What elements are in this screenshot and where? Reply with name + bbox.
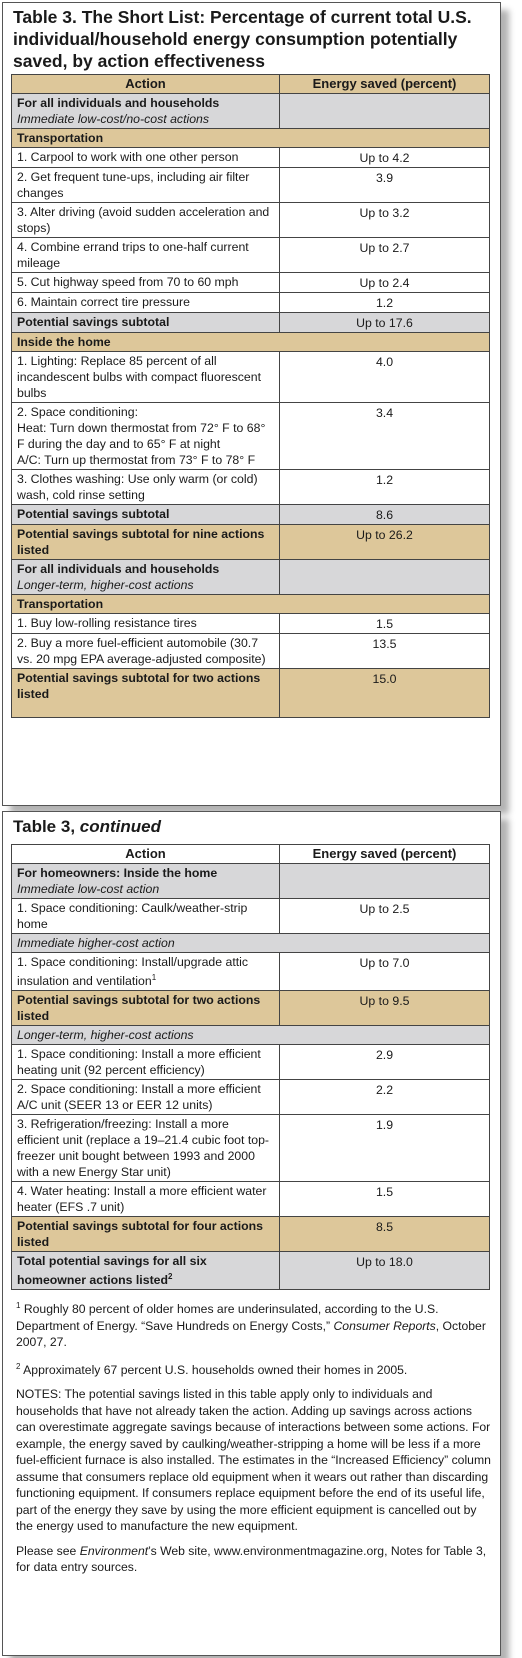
subtotal-label: Potential savings subtotal <box>12 313 280 333</box>
footnote-marker: 1 <box>151 973 157 982</box>
action-cell: 2. Get frequent tune-ups, including air filter changes <box>12 168 280 203</box>
action-cell: 6. Maintain correct tire pressure <box>12 293 280 313</box>
action-line: A/C: Turn up thermostat from 73° F to 78° F <box>17 453 256 467</box>
action-cell <box>12 953 280 991</box>
notes-paragraph: NOTES: The potential savings listed in this table apply only to individuals and households that have not already taken the action. Adding up savings across actions can overestimate aggregate savings because of interactions between some actions. For example, the energy saved by caulking/weather-stripping a home will be less if a more fuel-efficient furnace is also installed. The estimates in the “Increased Efficiency” column assume that consumers replace old equipment when it wears out rather than discarding functioning equipment. If consumers replace equipment before the end of its useful life, part of the energy they save by using the more efficient equipment is cancelled out by the energy used to manufacture the new equipment. <box>16 1387 491 1534</box>
value-cell: 13.5 <box>280 634 490 669</box>
table-row <box>12 293 490 313</box>
subtotal-label: Potential savings subtotal for two actions listed <box>12 991 280 1026</box>
section-longer-term: Longer-term, higher-cost actions <box>12 1026 490 1045</box>
action-cell: 2. Buy a more fuel-efficient automobile (30.7 vs. 20 mpg EPA average-adjusted composite) <box>12 634 280 669</box>
subtotal-value: Up to 26.2 <box>280 525 490 560</box>
action-text: 1. Space conditioning: Install/upgrade attic insulation and ventilation <box>17 955 249 989</box>
action-cell: 5. Cut highway speed from 70 to 60 mph <box>12 273 280 293</box>
table-row <box>12 273 490 293</box>
subtotal-value: 15.0 <box>280 669 490 718</box>
action-cell: 1. Space conditioning: Install a more efficient heating unit (92 percent efficiency) <box>12 1045 280 1080</box>
value-cell: Up to 3.2 <box>280 203 490 238</box>
total-label-text: Total potential savings for all six homeowner actions listed <box>17 1254 207 1288</box>
table-panel-2 <box>2 811 501 1656</box>
group-subtitle: Longer-term, higher-cost actions <box>17 578 194 592</box>
savings-table-2 <box>11 844 490 1290</box>
subtotal-row <box>12 505 490 525</box>
value-cell: Up to 2.5 <box>280 899 490 934</box>
footnote-marker: 2 <box>16 1361 21 1371</box>
group-title: For all individuals and households <box>17 562 220 576</box>
table-row <box>12 953 490 991</box>
group-title: For all individuals and households <box>17 96 220 110</box>
action-line: 2. Space conditioning: <box>17 405 139 419</box>
section-header <box>12 934 490 953</box>
footnote-marker: 1 <box>16 1301 21 1311</box>
footnote-source-title: Consumer Reports <box>333 1318 436 1333</box>
action-cell: 2. Space conditioning: Install a more efficient A/C unit (SEER 13 or EER 12 units) <box>12 1080 280 1115</box>
value-cell: 1.2 <box>280 293 490 313</box>
section-inside-home: Inside the home <box>12 333 490 352</box>
table-row <box>12 1182 490 1217</box>
subtotal-value: 8.5 <box>280 1217 490 1252</box>
col-energy-header: Energy saved (percent) <box>280 845 490 864</box>
section-transportation: Transportation <box>12 595 490 614</box>
table-row <box>12 1115 490 1182</box>
action-cell: 1. Buy low-rolling resistance tires <box>12 614 280 634</box>
table-panel-1 <box>2 2 501 806</box>
subtotal-label: Potential savings subtotal for four actions listed <box>12 1217 280 1252</box>
subtotal-label: Potential savings subtotal <box>12 505 280 525</box>
action-cell <box>12 403 280 470</box>
action-cell: 1. Space conditioning: Caulk/weather-strip home <box>12 899 280 934</box>
section-transportation: Transportation <box>12 129 490 148</box>
table-row <box>12 148 490 168</box>
value-cell: 2.2 <box>280 1080 490 1115</box>
total-label <box>12 1252 280 1290</box>
value-cell: 2.9 <box>280 1045 490 1080</box>
action-cell: 3. Refrigeration/freezing: Install a more efficient unit (replace a 19–21.4 cubic foot top-freezer unit bought between 1993 and 2000 with a new Energy Star unit) <box>12 1115 280 1182</box>
action-cell: 3. Clothes washing: Use only warm (or cold) wash, cold rinse setting <box>12 470 280 505</box>
subtotal-row <box>12 313 490 333</box>
table-row <box>12 203 490 238</box>
total-row <box>12 1252 490 1290</box>
col-action-header: Action <box>12 75 280 94</box>
value-cell: 1.5 <box>280 614 490 634</box>
total-value: Up to 18.0 <box>280 1252 490 1290</box>
title-italic: continued <box>79 817 161 836</box>
action-cell: 4. Combine errand trips to one-half current mileage <box>12 238 280 273</box>
footnote-marker: 2 <box>168 1272 173 1282</box>
action-line: Heat: Turn down thermostat from 72° F to 68° F during the day and to 65° F at night <box>17 421 266 451</box>
subtotal-label: Potential savings subtotal for two actions listed <box>12 669 280 718</box>
savings-table-1 <box>11 74 490 718</box>
group-header <box>12 864 490 899</box>
table-row <box>12 1080 490 1115</box>
action-cell: 4. Water heating: Install a more efficient water heater (EFS .7 unit) <box>12 1182 280 1217</box>
group-title: For homeowners: Inside the home <box>17 866 218 880</box>
value-cell: Up to 2.7 <box>280 238 490 273</box>
subtotal-row <box>12 669 490 718</box>
table-title: Table 3. The Short List: Percentage of current total U.S. individual/household energy consumption potentially saved, by action effectiveness <box>13 7 472 71</box>
section-header <box>12 333 490 352</box>
section-header <box>12 595 490 614</box>
magazine-name: Environment <box>79 1543 149 1558</box>
table-row <box>12 470 490 505</box>
sources-paragraph <box>16 1543 492 1576</box>
value-cell: 4.0 <box>280 352 490 403</box>
header-row <box>12 75 490 94</box>
footnote-text-end: , October 2007, 27. <box>16 1318 486 1350</box>
header-row <box>12 845 490 864</box>
value-cell: 1.9 <box>280 1115 490 1182</box>
title-text: Table 3, <box>13 817 80 836</box>
sources-text-end: ’s Web site, www.environmentmagazine.org, Notes for Table 3, for data entry sources. <box>16 1543 487 1575</box>
col-action-header: Action <box>12 845 280 864</box>
action-cell: 1. Lighting: Replace 85 percent of all incandescent bulbs with compact fluorescent bulbs <box>12 352 280 403</box>
section-immediate-higher-cost: Immediate higher-cost action <box>12 934 490 953</box>
footnote-2 <box>16 1359 492 1379</box>
sources-text: Please see <box>16 1543 80 1558</box>
value-cell: 3.9 <box>280 168 490 203</box>
subtotal-row <box>12 991 490 1026</box>
table-row <box>12 168 490 203</box>
action-cell: 1. Carpool to work with one other person <box>12 148 280 168</box>
value-cell: 3.4 <box>280 403 490 470</box>
action-cell: 3. Alter driving (avoid sudden acceleration and stops) <box>12 203 280 238</box>
table-row <box>12 899 490 934</box>
subtotal-value: Up to 17.6 <box>280 313 490 333</box>
section-header <box>12 1026 490 1045</box>
table-row <box>12 403 490 470</box>
footnote-1 <box>16 1298 492 1351</box>
value-cell: 1.2 <box>280 470 490 505</box>
notes-section <box>16 1298 492 1576</box>
subtotal-row <box>12 525 490 560</box>
table-row <box>12 1045 490 1080</box>
table-row <box>12 352 490 403</box>
group-header <box>12 560 490 595</box>
value-cell: 1.5 <box>280 1182 490 1217</box>
value-cell: Up to 7.0 <box>280 953 490 991</box>
subtotal-value: 8.6 <box>280 505 490 525</box>
value-cell: Up to 4.2 <box>280 148 490 168</box>
group-header <box>12 94 490 129</box>
table-row <box>12 634 490 669</box>
col-energy-header: Energy saved (percent) <box>280 75 490 94</box>
table-title <box>3 812 500 844</box>
group-subtitle: Immediate low-cost/no-cost actions <box>17 112 210 126</box>
group-subtitle: Immediate low-cost action <box>17 882 160 896</box>
table-row <box>12 614 490 634</box>
subtotal-label: Potential savings subtotal for nine actions listed <box>12 525 280 560</box>
value-cell: Up to 2.4 <box>280 273 490 293</box>
subtotal-row <box>12 1217 490 1252</box>
footnote-text: Roughly 80 percent of older homes are underinsulated, according to the U.S. Department of Energy. “Save Hundreds on Energy Costs,” <box>16 1302 439 1333</box>
section-header <box>12 129 490 148</box>
footnote-text: Approximately 67 percent U.S. households owned their homes in 2005. <box>20 1362 408 1377</box>
subtotal-value: Up to 9.5 <box>280 991 490 1026</box>
table-row <box>12 238 490 273</box>
